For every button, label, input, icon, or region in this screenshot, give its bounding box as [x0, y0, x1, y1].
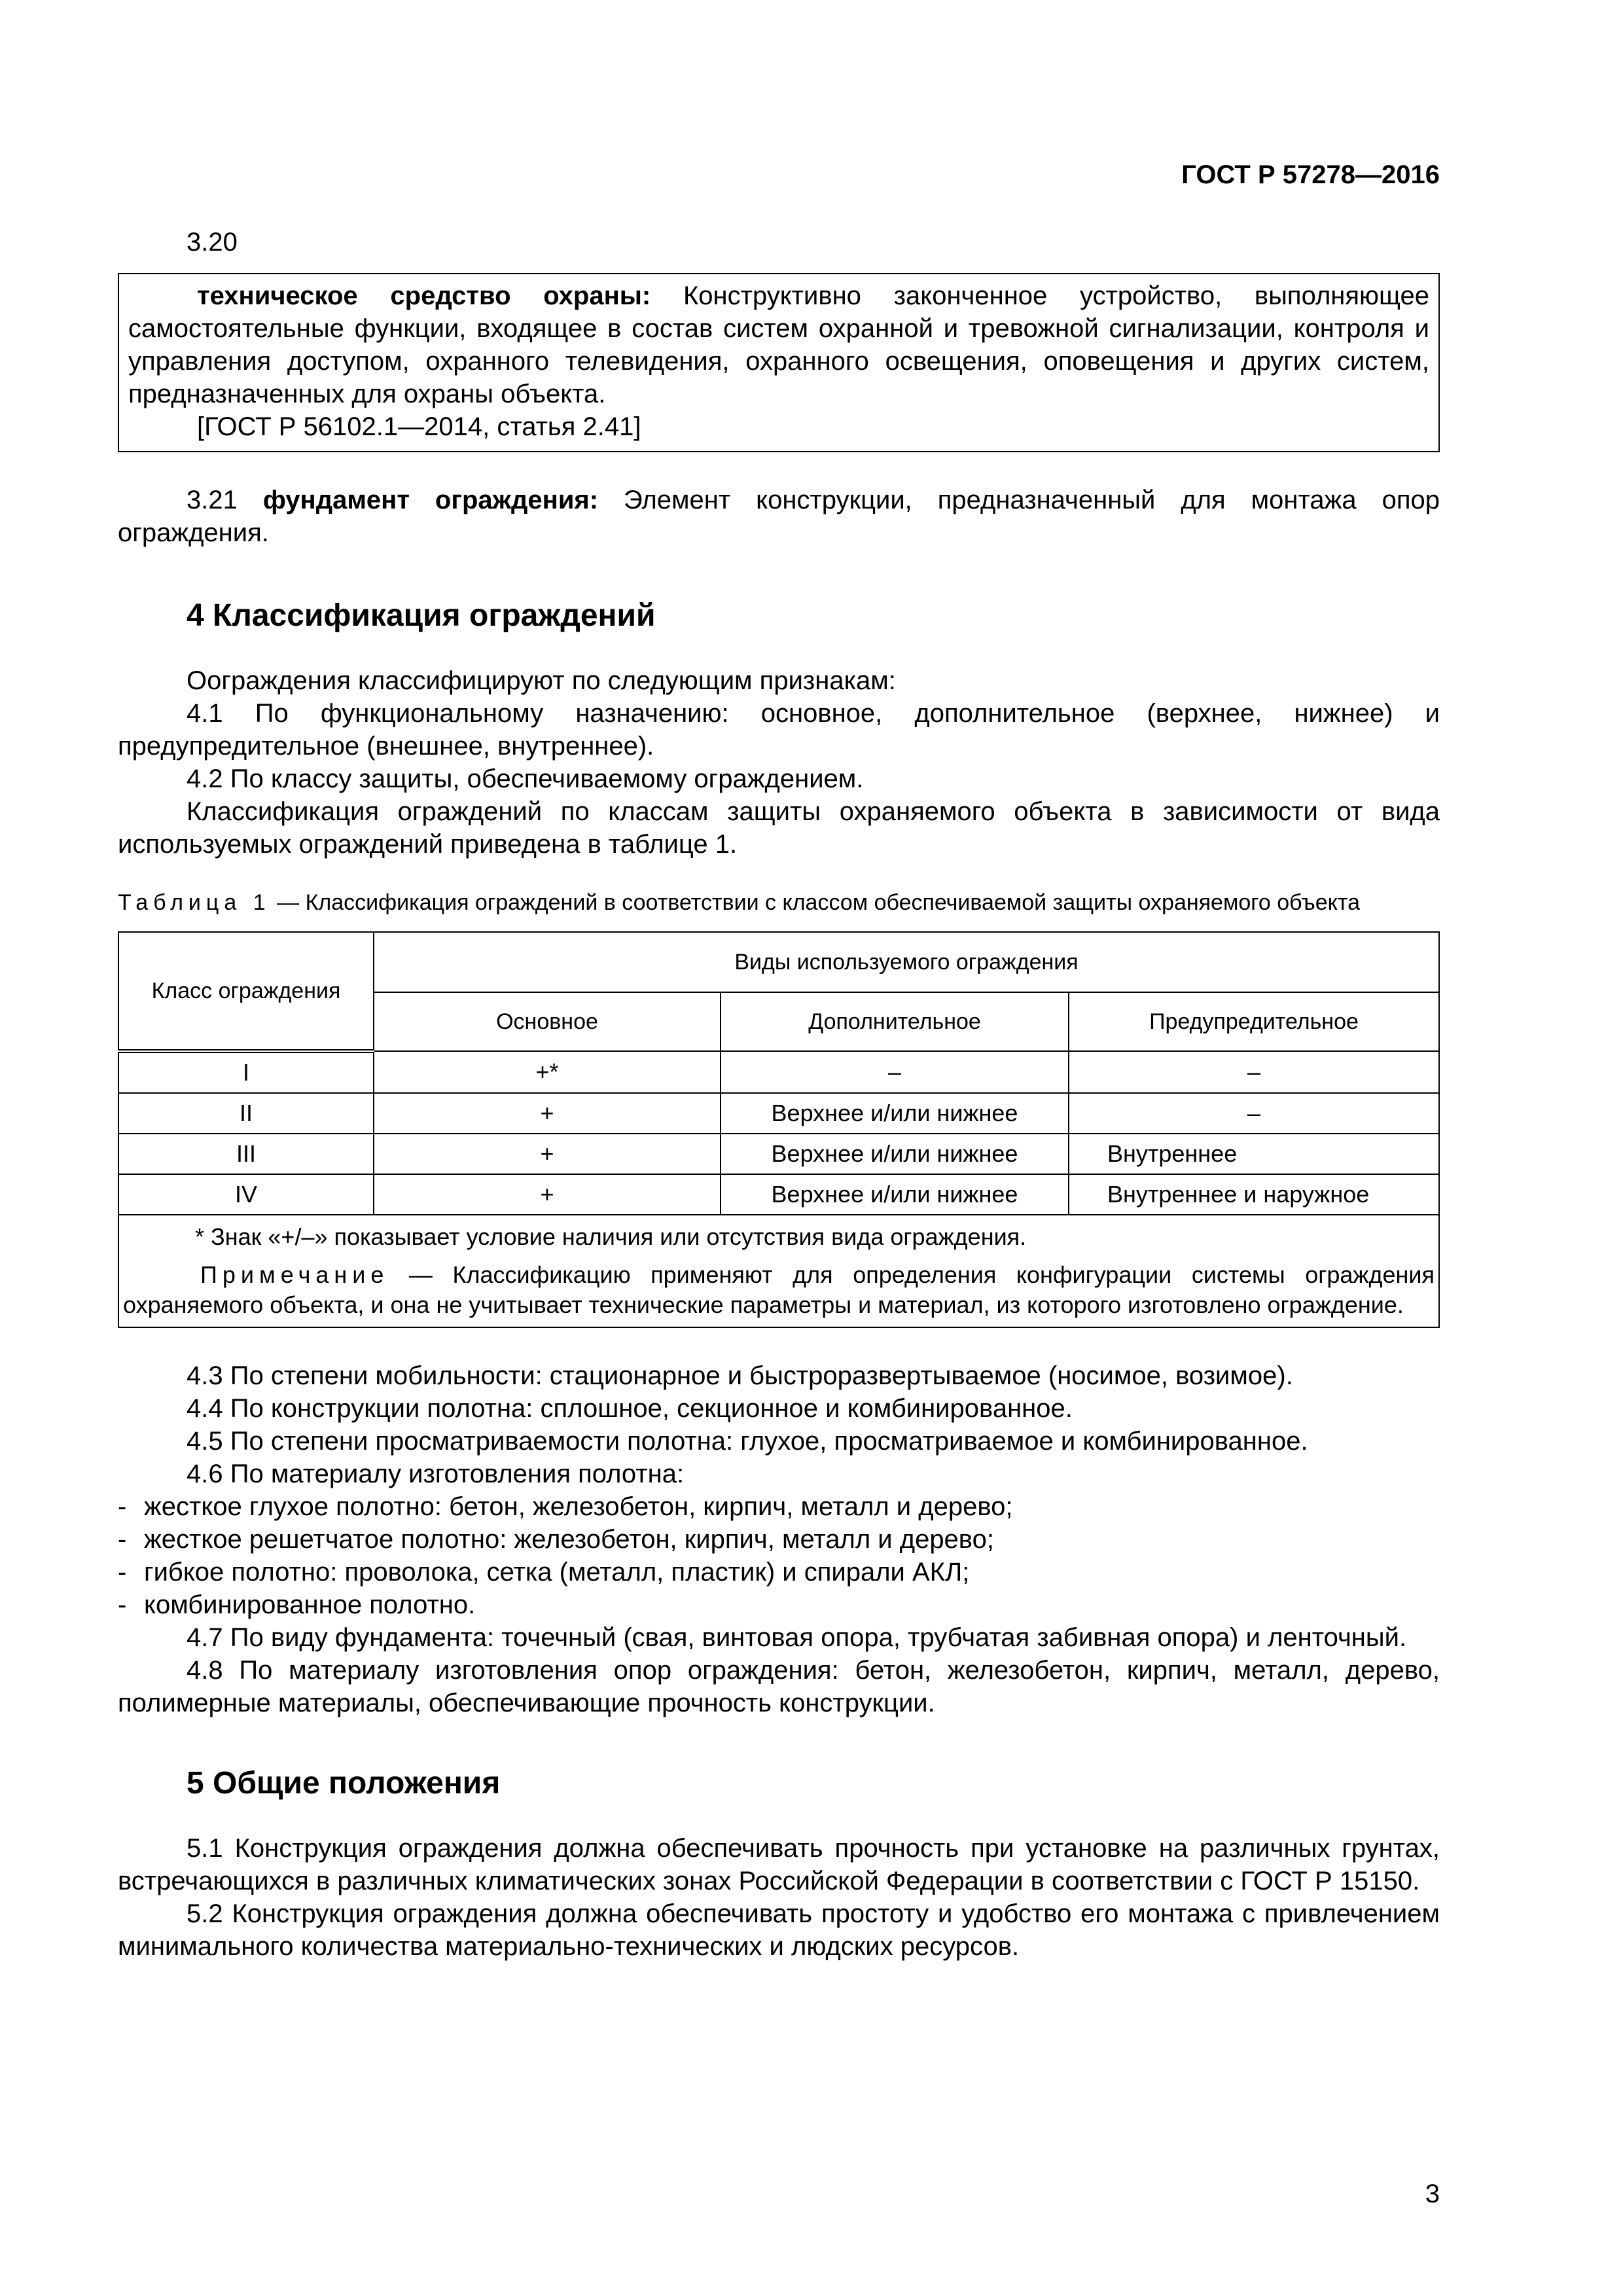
table-notes-row	[118, 1215, 1439, 1327]
cell-main: +	[374, 1093, 721, 1134]
table-footnote: * Знак «+/–» показывает условие наличия или отсутствия вида ограждения.	[195, 1223, 1027, 1250]
list-item	[118, 1490, 1440, 1523]
term-reference: [ГОСТ Р 56102.1—2014, статья 2.41]	[197, 412, 641, 441]
table-1-label: Таблица 1	[118, 890, 271, 915]
subheader-additional: Дополнительное	[721, 992, 1069, 1051]
list-item-text: жесткое решетчатое полотно: железобетон, кирпич, металл и дерево;	[144, 1525, 994, 1554]
cell-warning: Внутреннее и наружное	[1069, 1174, 1439, 1215]
header-fence-class: Класс ограждения	[118, 932, 374, 1051]
list-marker: -	[118, 1558, 127, 1587]
header-fence-kinds: Виды используемого ограждения	[374, 932, 1439, 992]
cell-additional: Верхнее и/или нижнее	[721, 1174, 1069, 1215]
clause-5-1: 5.1 Конструкция ограждения должна обеспечивать прочность при установке на различных грунтах, встречающихся в различных климатических зонах Российской Федерации в соответствии с ГОСТ Р 15150.	[118, 1834, 1440, 1895]
list-marker: -	[118, 1492, 127, 1521]
clause-4-8: 4.8 По материалу изготовления опор ограждения: бетон, железобетон, кирпич, металл, дерево, полимерные материалы, обеспечивающие прочность конструкции.	[118, 1656, 1440, 1717]
term-3-21: фундамент ограждения:	[262, 486, 599, 514]
cell-class: I	[118, 1051, 374, 1093]
cell-warning: Внутреннее	[1069, 1134, 1439, 1174]
cell-main: +*	[374, 1051, 721, 1093]
list-marker: -	[118, 1525, 127, 1554]
classification-table	[118, 931, 1440, 1328]
cell-additional: –	[721, 1051, 1069, 1093]
table-reference-paragraph: Классификация ограждений по классам защиты охраняемого объекта в зависимости от вида используемых ограждений приведена в таблице 1.	[118, 797, 1440, 859]
list-item-text: гибкое полотно: проволока, сетка (металл, пластик) и спирали АКЛ;	[144, 1558, 970, 1587]
list-marker: -	[118, 1590, 127, 1619]
table-row	[118, 1093, 1439, 1134]
page-number: 3	[1425, 2179, 1440, 2208]
term-3-20: техническое средство охраны:	[197, 281, 651, 310]
cell-class: IV	[118, 1174, 374, 1215]
table-1-caption-text: — Классификация ограждений в соответствии с классом обеспечиваемой защиты охраняемого объекта	[270, 890, 1361, 915]
list-item-text: жесткое глухое полотно: бетон, железобетон, кирпич, металл и дерево;	[144, 1492, 1013, 1521]
subheader-main: Основное	[374, 992, 721, 1051]
cell-main: +	[374, 1134, 721, 1174]
section-4-heading: 4 Классификация ограждений	[187, 598, 656, 633]
cell-additional: Верхнее и/или нижнее	[721, 1093, 1069, 1134]
term-definition-box	[118, 273, 1440, 452]
cell-warning: –	[1069, 1093, 1439, 1134]
list-item-text: комбинированное полотно.	[144, 1590, 476, 1619]
table-note	[123, 1260, 1435, 1320]
clause-4-7: 4.7 По виду фундамента: точечный (свая, винтовая опора, трубчатая забивная опора) и ленточный.	[187, 1623, 1407, 1652]
term-number-3-21: 3.21	[187, 486, 238, 514]
cell-warning: –	[1069, 1051, 1439, 1093]
term-number-3-20: 3.20	[187, 228, 238, 257]
page-content	[118, 226, 1440, 1963]
definition-3-20: Конструктивно законченное устройство, выполняющее самостоятельные функции, входящее в состав систем охранной и тревожной сигнализации, контроля и управления доступом, охранного телевидения, охранного освещения, оповещения и других систем, предназначенных для охраны объекта.	[128, 281, 1430, 408]
clause-5-2: 5.2 Конструкция ограждения должна обеспечивать простоту и удобство его монтажа с привлечением минимального количества материально-технических и людских ресурсов.	[118, 1899, 1440, 1961]
table-1-caption	[118, 888, 1440, 917]
cell-additional: Верхнее и/или нижнее	[721, 1134, 1069, 1174]
table-row	[118, 1174, 1439, 1215]
cell-main: +	[374, 1174, 721, 1215]
table-row	[118, 1134, 1439, 1174]
term-definition-3-21	[118, 484, 1440, 549]
section-4-intro: Оограждения классифицируют по следующим признакам:	[187, 666, 896, 695]
list-item	[118, 1556, 1440, 1588]
subheader-warning: Предупредительное	[1069, 992, 1439, 1051]
list-item	[118, 1588, 1440, 1621]
table-row	[118, 1051, 1439, 1093]
definition-3-21: Элемент конструкции, предназначенный для монтажа опор ограждения.	[118, 486, 1440, 547]
standard-code: ГОСТ Р 57278—2016	[1181, 160, 1440, 189]
table-notes	[118, 1215, 1439, 1327]
term-definition-3-20	[128, 279, 1429, 410]
clause-4-3: 4.3 По степени мобильности: стационарное и быстроразвертываемое (носимое, возимое).	[187, 1361, 1293, 1390]
cell-class: II	[118, 1093, 374, 1134]
clause-4-5: 4.5 По степени просматриваемости полотна: глухое, просматриваемое и комбинированное.	[187, 1427, 1308, 1456]
clause-4-2: 4.2 По классу защиты, обеспечиваемому ограждением.	[187, 764, 864, 793]
clause-4-4: 4.4 По конструкции полотна: сплошное, секционное и комбинированное.	[187, 1394, 1073, 1423]
clause-4-6: 4.6 По материалу изготовления полотна:	[187, 1460, 685, 1488]
note-label: Примечание	[200, 1261, 389, 1288]
list-item	[118, 1523, 1440, 1556]
clause-4-1: 4.1 По функциональному назначению: основное, дополнительное (верхнее, нижнее) и предупредительное (внешнее, внутреннее).	[118, 699, 1440, 761]
note-text: — Классификацию применяют для определения конфигурации системы ограждения охраняемого объекта, и она не учитывает технические параметры и материал, из которого изготовлено ограждение.	[123, 1261, 1435, 1318]
section-5-heading: 5 Общие положения	[187, 1766, 501, 1801]
cell-class: III	[118, 1134, 374, 1174]
